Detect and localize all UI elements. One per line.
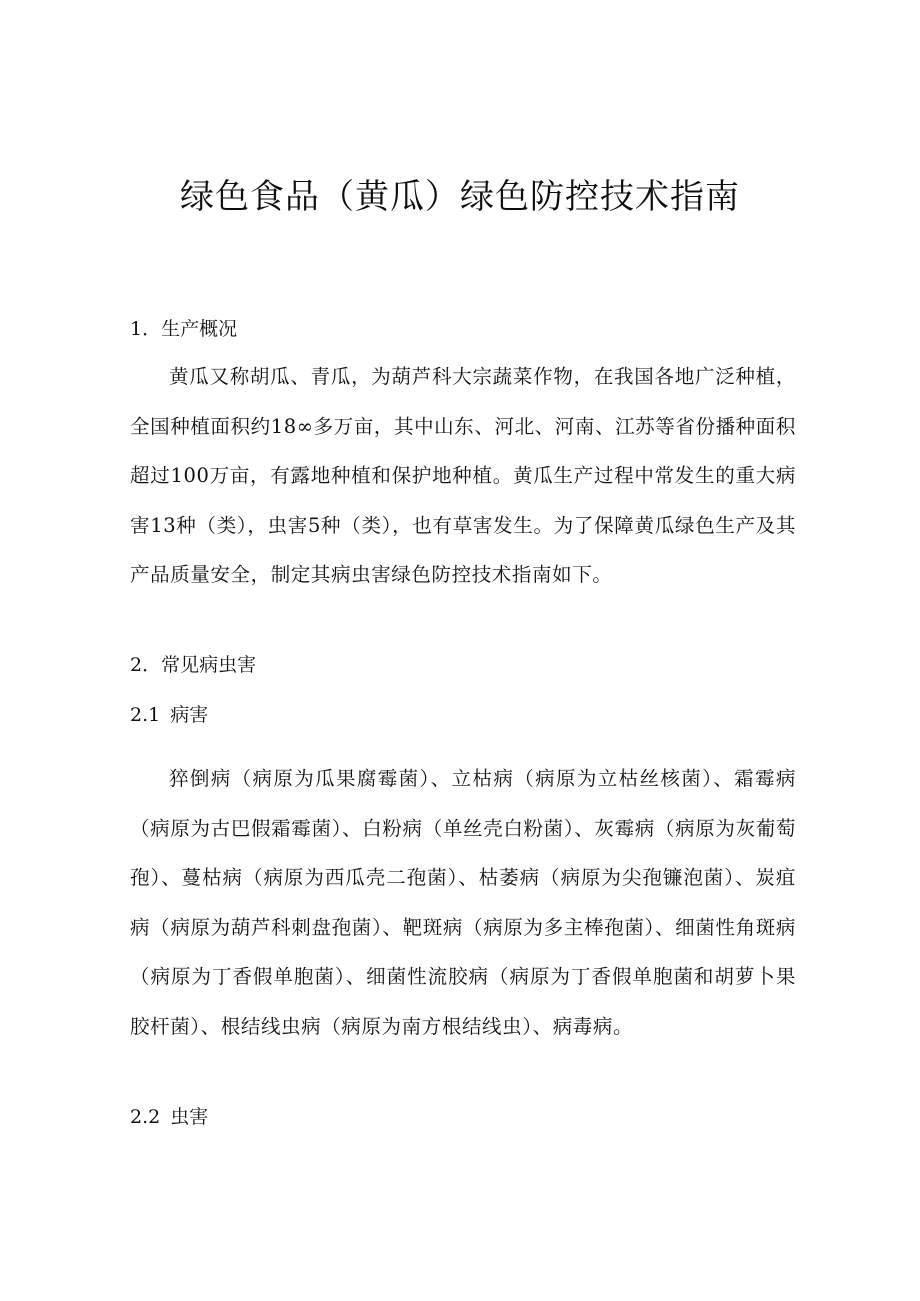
section-heading-insect-pests: [130, 1102, 208, 1132]
document-title: 绿色食品（黄瓜）绿色防控技术指南: [180, 177, 740, 217]
paragraph-diseases: 猝倒病（病原为瓜果腐霉菌）、立枯病（病原为立枯丝核菌）、霜霉病（病原为古巴假霜霉菌）、白粉病（单丝壳白粉菌）、灰霉病（病原为灰葡萄孢）、蔓枯病（病原为西瓜壳二孢菌）、枯萎病（病原为尖孢镰泡菌）、炭疽病（病原为葫芦科刺盘孢菌）、靶斑病（病原为多主棒孢菌）、细菌性角斑病（病原为丁香假单胞菌）、细菌性流胶病（病原为丁香假单胞菌和胡萝卜果胶杆菌）、根结线虫病（病原为南方根结线虫）、病毒病。: [130, 767, 796, 1038]
section-heading-diseases: [130, 700, 208, 730]
section-number: 2.1: [130, 704, 161, 726]
section-heading-common-pests: 2．常见病虫害: [130, 654, 257, 676]
section-number: 2.2: [130, 1106, 161, 1128]
section-heading-production-overview: 1．生产概况: [130, 318, 238, 340]
paragraph-production-overview: 黄瓜又称胡瓜、青瓜，为葫芦科大宗蔬菜作物，在我国各地广泛种植，全国种植面积约18∞多万亩，其中山东、河北、河南、江苏等省份播种面积超过100万亩，有露地种植和保护地种植。黄瓜生产过程中常发生的重大病害13种（类），虫害5种（类），也有草害发生。为了保障黄瓜绿色生产及其产品质量安全，制定其病虫害绿色防控技术指南如下。: [130, 365, 796, 587]
section-heading-text: 病害: [170, 704, 209, 726]
section-heading-text: 虫害: [170, 1106, 209, 1128]
